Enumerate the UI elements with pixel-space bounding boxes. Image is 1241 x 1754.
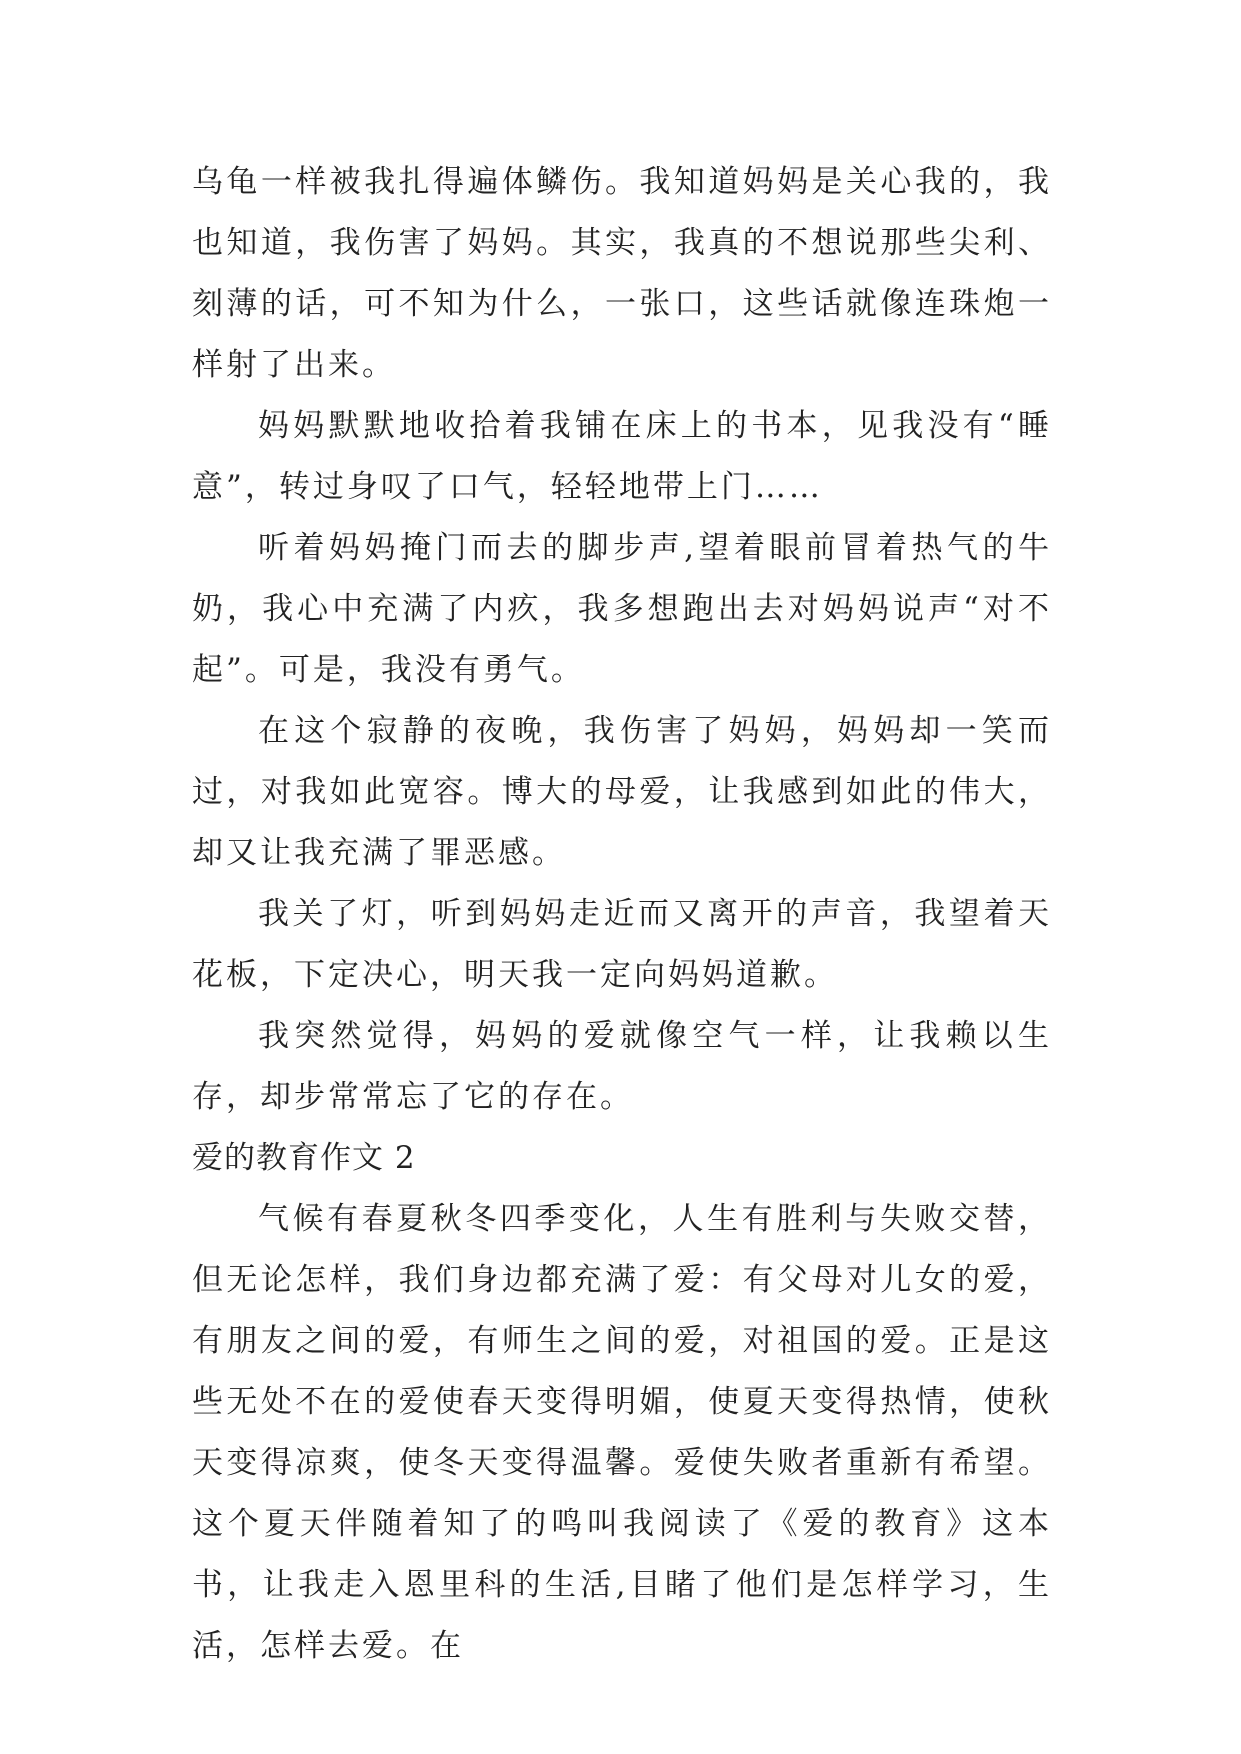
paragraph: 在这个寂静的夜晚，我伤害了妈妈，妈妈却一笑而过，对我如此宽容。博大的母爱，让我感到如此的伟大，却又让我充满了罪恶感。 bbox=[192, 713, 1052, 871]
document-body bbox=[192, 152, 1052, 1677]
section-heading: 爱的教育作文 2 bbox=[192, 1140, 416, 1176]
paragraph: 听着妈妈掩门而去的脚步声,望着眼前冒着热气的牛奶，我心中充满了内疚，我多想跑出去对妈妈说声“对不起”。可是，我没有勇气。 bbox=[192, 530, 1052, 688]
paragraph: 妈妈默默地收拾着我铺在床上的书本，见我没有“睡意”，转过身叹了口气，轻轻地带上门…… bbox=[192, 408, 1052, 505]
paragraph: 气候有春夏秋冬四季变化，人生有胜利与失败交替，但无论怎样，我们身边都充满了爱：有父母对儿女的爱，有朋友之间的爱，有师生之间的爱，对祖国的爱。正是这些无处不在的爱使春天变得明媚，使夏天变得热情，使秋天变得凉爽，使冬天变得温馨。爱使失败者重新有希望。这个夏天伴随着知了的鸣叫我阅读了《爱的教育》这本书，让我走入恩里科的生活,目睹了他们是怎样学习，生活，怎样去爱。在 bbox=[192, 1201, 1052, 1664]
paragraph-continuation: 乌龟一样被我扎得遍体鳞伤。我知道妈妈是关心我的，我也知道，我伤害了妈妈。其实，我真的不想说那些尖利、刻薄的话，可不知为什么，一张口，这些话就像连珠炮一样射了出来。 bbox=[192, 164, 1052, 383]
paragraph: 我突然觉得，妈妈的爱就像空气一样，让我赖以生存，却步常常忘了它的存在。 bbox=[192, 1018, 1052, 1115]
paragraph: 我关了灯，听到妈妈走近而又离开的声音，我望着天花板，下定决心，明天我一定向妈妈道歉。 bbox=[192, 896, 1052, 993]
